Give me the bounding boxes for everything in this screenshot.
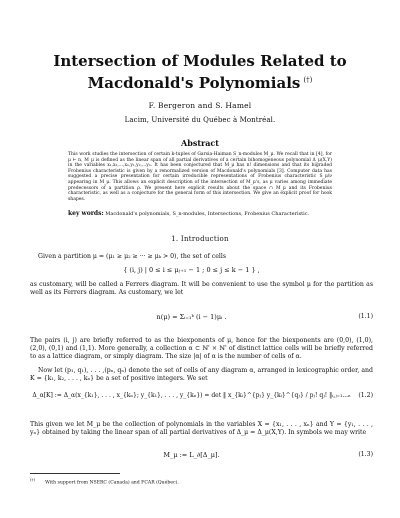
footnote-mark: (†) bbox=[30, 477, 36, 482]
equation-1-3 bbox=[30, 451, 373, 465]
equation-1-1-body: n(μ) = Σᵢ₌₁ᵏ (i − 1)μᵢ . bbox=[156, 313, 227, 321]
equation-1-1-number: (1.1) bbox=[358, 313, 373, 320]
abstract-heading: Abstract bbox=[181, 138, 219, 148]
title-footnote-mark: (†) bbox=[303, 76, 313, 84]
equation-1-2 bbox=[30, 392, 373, 406]
equation-1-3-number: (1.3) bbox=[358, 451, 373, 458]
title-line-2-text: Macdonald's Polynomials bbox=[87, 74, 301, 92]
equation-1-2-number: (1.2) bbox=[358, 392, 373, 399]
paragraph-biexponents: The pairs (i, j) are briefly referred to as the biexponents of μ, hence for the biexponents are (0,0), (1,0), (2,0), (0,1) and (1,1). More generally, a collection α ⊂ ℕ' × ℕ' of distinct lattice cells will be briefly referred to as a lattice diagram, or simply diagram. The size |α| of α is the number of cells of α. bbox=[30, 337, 373, 361]
footnote-text: With support from NSERC (Canada) and FCAR (Québec). bbox=[45, 480, 179, 486]
equation-cells-body: { (i, j) | 0 ≤ i ≤ μⱼ₊₁ − 1 ; 0 ≤ j ≤ k − 1 } , bbox=[123, 266, 260, 274]
abstract-text: This work studies the intersection of certain k-tuples of Garsia-Haiman S_n-modules M_μ. We recall that in [4], for μ ⊢ n, M_μ is defined as the linear span of all partial derivatives of a certain bihomogeneous polynomial Δ_μ(X,Y) in the variables x₁,x₂,...,xₙ,y₁,y₂,...yₙ. It has been conjectured that M_μ has n! dimensions and that its bigraded Frobenius characteristic is given by a renormalized version of Macdonald's polynomials [3]. Computer data has suggested a precise presentation for certain irreducible representations of Frobenius characteristic S_μ/ν appearing in M_μ. This allows an explicit description of the intersection of M_μ's, as μ varies among immediate predecessors of a partition ρ. We present here explicit results about the space ∩ M_μ and its Frobenius characteristic, as well as a conjecture for the general form of this intersection. We give an explicit proof for hook shapes. bbox=[68, 152, 332, 202]
footnote-rule bbox=[30, 473, 120, 474]
keywords-label: key words: bbox=[68, 210, 104, 217]
paper-title bbox=[40, 52, 360, 93]
footnote bbox=[30, 477, 370, 486]
equation-1-3-body: M_μ := L_∂[Δ_μ]. bbox=[163, 451, 220, 459]
authors: F. Bergeron and S. Hamel bbox=[148, 101, 252, 110]
paragraph-module: This given we let M_μ be the collection of polynomials in the variables X = {x₁, . . . , xₙ} and Y = {y₁, . . . , yₙ} obtained by taking the linear span of all partial derivatives of Δ_μ = Δ_μ(X,Y). In symbols we may write bbox=[30, 421, 373, 437]
equation-1-1 bbox=[30, 313, 373, 327]
title-line-2 bbox=[40, 71, 360, 93]
equation-1-2-body: Δ_α[K] := Δ_α(x_{k₁}, . . . , x_{kₙ}; y_{k₁}, . . . , y_{kₙ}) = det ‖ x_{kᵢ}^{pⱼ} y_{kᵢ}^{qⱼ} / pⱼ! qⱼ! ‖ᵢ,ⱼ₌₁...ₙ bbox=[32, 392, 351, 399]
keywords-text: Macdonald's polynomials, S_n-modules, Intersections, Frobenius Characteristic. bbox=[105, 211, 310, 217]
keywords bbox=[68, 210, 332, 217]
paragraph-ferrers: as customary, will be called a Ferrers diagram. It will be convenient to use the symbol μ for the partition as well as its Ferrers diagram. As customary, we let bbox=[30, 281, 373, 297]
paragraph-intro: Given a partition μ = (μ₁ ≥ μ₂ ≥ ··· ≥ μₖ > 0), the set of cells bbox=[38, 253, 227, 260]
paragraph-cells: Now let (p₁, q₁), . . . ,(pₙ, qₙ) denote the set of cells of any diagram α, arranged in lexicographic order, and K = {k₁, k₂, . . . , kₙ} be a set of positive integers. We set bbox=[30, 367, 373, 383]
equation-cells bbox=[30, 266, 373, 280]
section-heading: 1. Introduction bbox=[171, 235, 229, 243]
affiliation: Lacim, Université du Québec à Montréal. bbox=[124, 116, 276, 124]
title-line-1: Intersection of Modules Related to bbox=[53, 52, 347, 70]
